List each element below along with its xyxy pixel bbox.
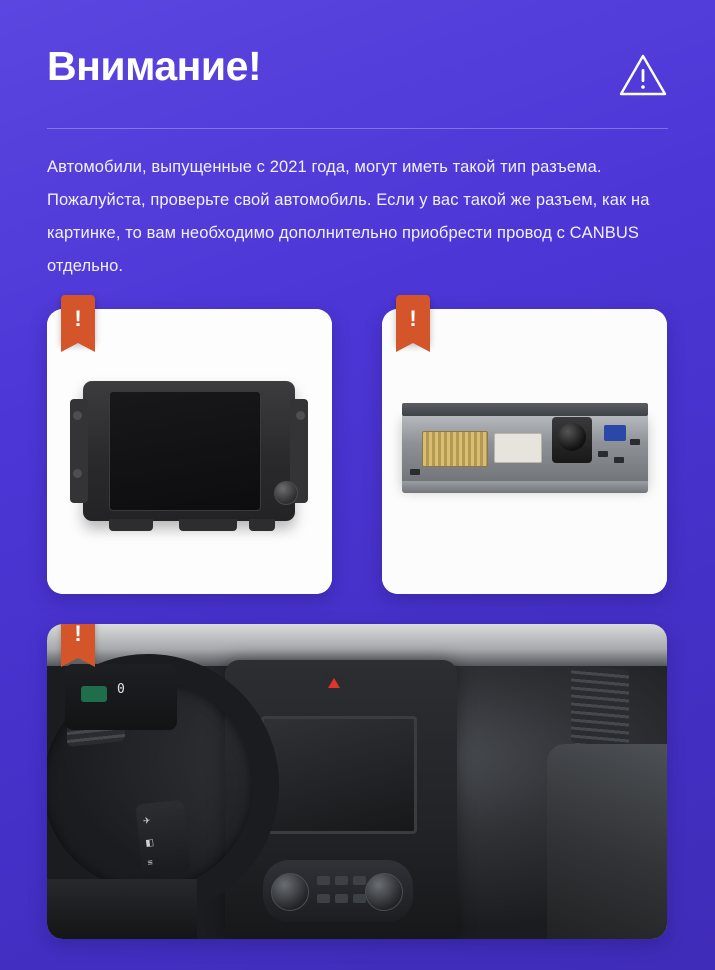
- photo-card-row: [47, 306, 668, 594]
- photo-card-head-unit: [47, 306, 332, 594]
- page-header: [47, 0, 668, 98]
- exclamation-badge-icon: !: [61, 624, 95, 658]
- photo-card-interior: [47, 624, 667, 939]
- photo-card-connector: [382, 306, 667, 594]
- cluster-reading: 0: [117, 682, 125, 697]
- exclamation-badge-icon: !: [396, 295, 430, 343]
- exclamation-badge-icon: !: [61, 295, 95, 343]
- car-interior-dashboard-photo: 0 ✈ ◧ ≡: [47, 624, 667, 939]
- body-text: Автомобили, выпущенные с 2021 года, могут иметь такой тип разъема. Пожалуйста, проверьте свой автомобиль. Если у вас такой же разъем, как на картинке, то вам необходимо дополнительно приобрести провод с CANBUS отдельно.: [47, 158, 650, 275]
- header-divider: [47, 128, 668, 129]
- page-title: Внимание!: [47, 43, 262, 89]
- warning-triangle-icon: [618, 52, 668, 98]
